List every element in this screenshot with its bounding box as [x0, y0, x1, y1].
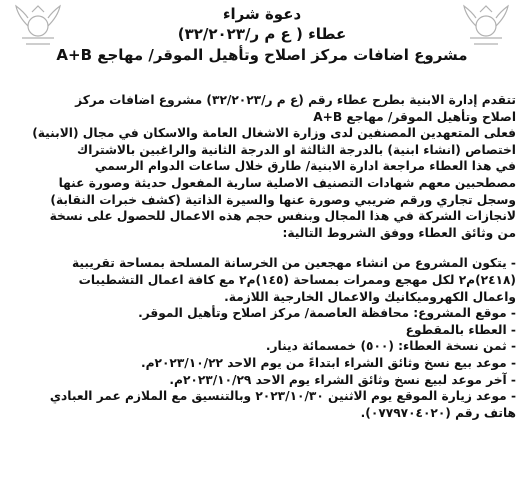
condition-line: (٢٤١٨)م٢ لكل مهجع وممرات بمساحة (١٤٥)م٢ مع كافة اعمال التشطيبات [78, 272, 516, 287]
intro-line: تتقدم إدارة الابنية بطرح عطاء رقم (ع م ر/٣٢/٢٠٢٣) مشروع اضافات مركز [75, 93, 516, 107]
announcement-body [8, 92, 516, 421]
intro-line: من وثائق العطاء ووفق الشروط التالية: [282, 225, 516, 240]
condition-line: - موعد زيارة الموقع يوم الاثنين ٢٠٢٣/١٠/٣٠ وبالتنسيق مع الملازم عمر العبادي [49, 389, 516, 404]
condition-item [8, 305, 516, 322]
crest-emblem-right [458, 2, 514, 52]
intro-paragraph [8, 92, 516, 241]
condition-item [8, 355, 516, 372]
intro-line: مصطحبين معهم شهادات التصنيف الاصلية سارية المفعول حديثة وصورة عنها [58, 175, 516, 190]
condition-item [8, 388, 516, 421]
condition-line: - موعد بيع نسخ وثائق الشراء ابتداءً من يوم الاحد ٢٠٢٣/١٠/٢٢م. [140, 355, 516, 370]
announcement-header [8, 0, 516, 86]
condition-line: - يتكون المشروع من انشاء مهجعين من الخرسانة المسلحة بمساحة تقريبية [71, 256, 516, 271]
condition-line: - آخر موعد لبيع نسخ وثائق الشراء يوم الاحد ٢٠٢٣/١٠/٢٩م. [169, 372, 516, 387]
intro-line: اصلاح وتأهيل الموقر/ مهاجع A+B [313, 109, 516, 124]
condition-item [8, 372, 516, 389]
condition-line: - ثمن نسخة العطاء: (٥٠٠) خمسمائة دينار. [265, 339, 516, 354]
condition-line: - العطاء بالمقطوع [405, 322, 516, 337]
condition-line: - موقع المشروع: محافظة العاصمة/ مركز اصلاح وتأهيل الموقر. [138, 306, 516, 321]
intro-line: لانجازات الشركة في هذا المجال وبنفس حجم هذه الاعمال للحصول على نسخة [49, 209, 516, 224]
condition-item [8, 322, 516, 339]
conditions-list [8, 255, 516, 421]
intro-line: وسجل تجاري ورقم ضريبي وصورة عنها والسيرة الذاتية (كشف خبرات النقابة) [50, 192, 516, 207]
project-title: مشروع اضافات مركز اصلاح وتأهيل الموقر/ مهاجع A+B [56, 46, 468, 64]
condition-item [8, 255, 516, 305]
intro-line: فعلى المتعهدين المصنفين لدى وزارة الاشغال العامة والاسكان في مجال (الابنية) [32, 126, 516, 141]
title-block [8, 0, 516, 66]
condition-line: واعمال الكهروميكانيك والاعمال الخارجية اللازمة. [224, 289, 516, 304]
announcement-title: دعوة شراء [222, 5, 302, 23]
tender-number: عطاء ( ع م ر/٣٢/٢٠٢٣) [177, 25, 347, 43]
condition-line: هاتف رقم (٠٧٧٩٧٠٤٠٢٠). [360, 405, 516, 420]
intro-line: اختصاص (انشاء ابنية) بالدرجة الثالثة او الدرجة الثانية والراغبين بالاشتراك [77, 142, 516, 157]
spacer [8, 241, 516, 255]
condition-item [8, 338, 516, 355]
crest-emblem-left [10, 2, 66, 52]
intro-line: في هذا العطاء مراجعة ادارة الابنية/ طارق خلال ساعات الدوام الرسمي [94, 159, 516, 174]
